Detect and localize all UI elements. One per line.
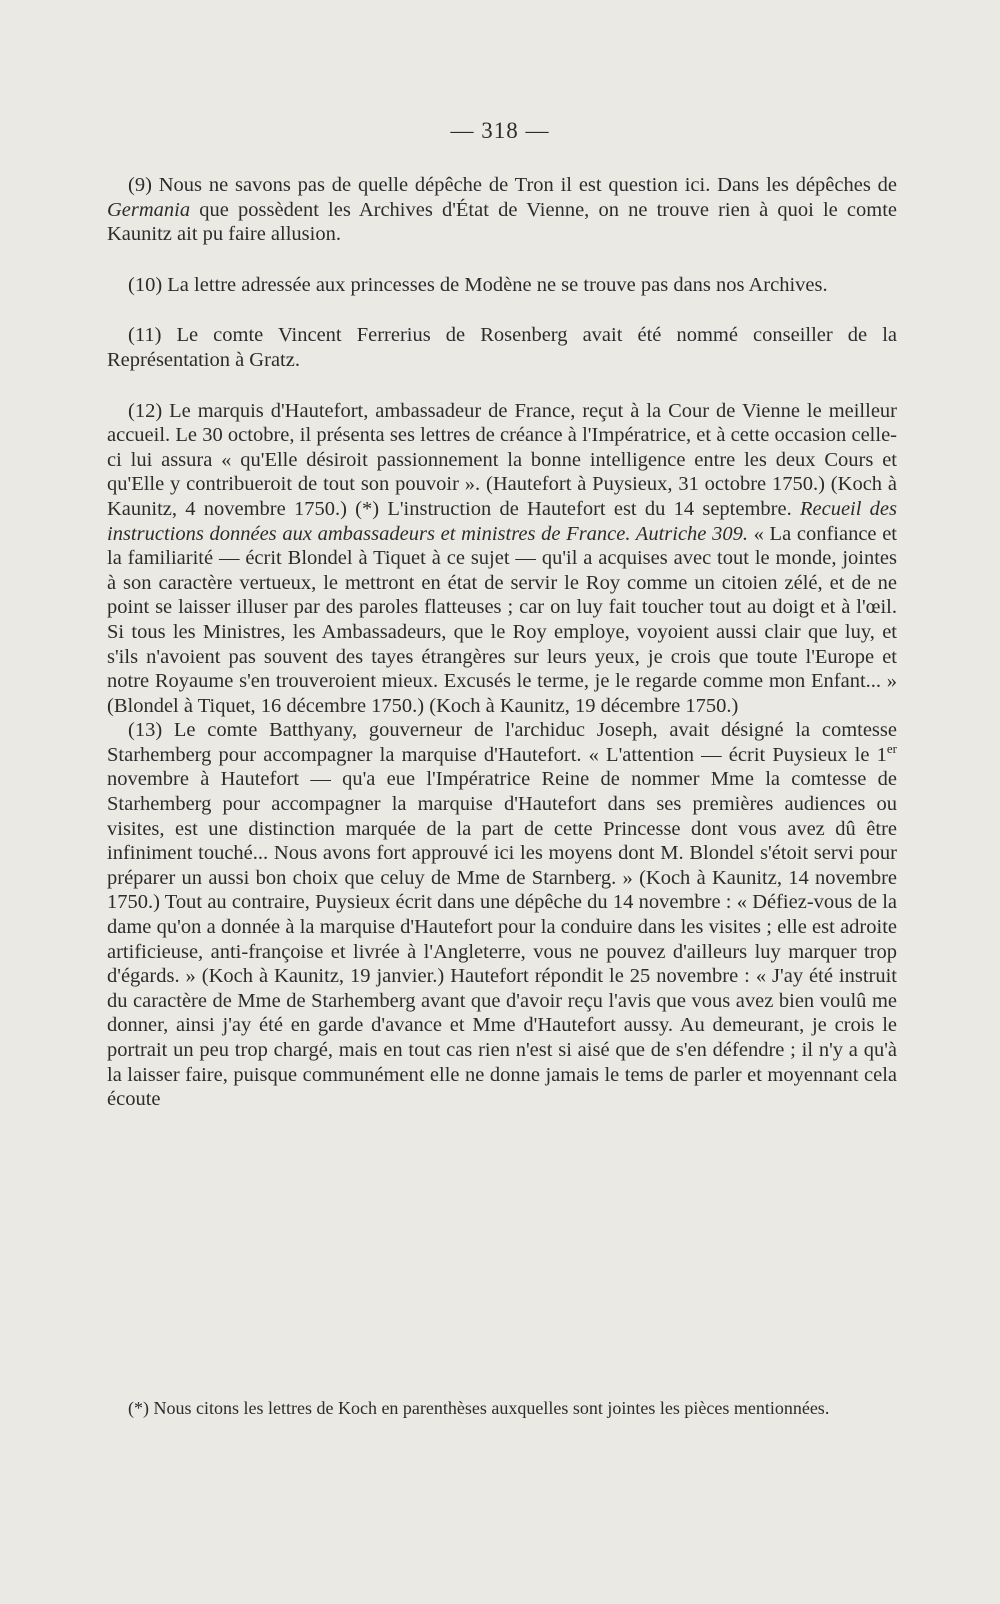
note-11 xyxy=(107,323,897,372)
footnote: (*) Nous citons les lettres de Koch en parenthèses auxquelles sont jointes les pièces mentionnées. xyxy=(128,1398,830,1418)
note-13 xyxy=(107,718,897,1112)
note-text: Le comte Batthyany, gouverneur de l'archiduc Joseph, avait désigné la comtesse Starhemberg pour accompagner la marquise d'Hautefort. « L'attention — écrit Puysieux le 1 xyxy=(107,719,897,766)
note-10 xyxy=(107,273,897,298)
note-number: (13) xyxy=(128,719,163,742)
note-number: (10) xyxy=(128,273,163,296)
page-number: — 318 — xyxy=(450,118,550,143)
note-number: (12) xyxy=(128,399,163,422)
note-text: novembre à Hautefort — qu'a eue l'Impératrice Reine de nommer Mme la comtesse de Starhemberg pour accompagner la marquise d'Hautefort dans ses premières audiences ou visites, est une distinction marquée de la part de cette Princesse dont vous avez dû être infiniment touché... Nous avons fort approuvé ici les moyens dont M. Blondel s'étoit servi pour préparer un aussi bon choix que celuy de Mme de Starnberg. » (Koch à Kaunitz, 14 novembre 1750.) Tout au contraire, Puysieux écrit dans une dépêche du 14 novembre : « Défiez-vous de la dame qu'on a donnée à la marquise d'Hautefort pour la conduire dans les visites ; elle est adroite artificieuse, anti-françoise et livrée à l'Angleterre, vous ne pouvez d'ailleurs luy marquer trop d'égards. » (Koch à Kaunitz, 19 janvier.) Hautefort répondit le 25 novembre : « J'ay été instruit du caractère de Mme de Starhemberg avant que d'avoir reçu l'avis que vous avez bien voulû me donner, ainsi j'ay été en garde d'avance et Mme d'Hautefort aussy. Au demeurant, je crois le portrait un peu trop chargé, mais en tout cas rien n'est si aisé que de s'en défendre ; il n'y a qu'à la laisser faire, puisque communément elle ne donne jamais le tems de parler et moyennant cela écoute xyxy=(107,768,897,1111)
note-9 xyxy=(107,173,897,247)
note-number: (11) xyxy=(128,324,162,347)
notes-body xyxy=(107,173,897,1112)
note-text: « La confiance et la familiarité — écrit Blondel à Tiquet à ce sujet — qu'il a acquises avec tout le monde, jointes à son caractère vertueux, le mettront en état de servir le Roy comme un citoien zélé, et de ne point se laisser illuser par des paroles flatteuses ; car on luy fait toucher tout au doigt et à l'œil. Si tous les Ministres, les Ambassadeurs, que le Roy employe, voyoient aussi clair que luy, et s'ils n'avoient pas souvent des tayes étrangères sur leurs yeux, je crois que toute l'Europe et notre Royaume s'en trouveroient mieux. Excusés le terme, je le regarde comme mon Enfant... » (Blondel à Tiquet, 16 décembre 1750.) (Koch à Kaunitz, 19 décembre 1750.) xyxy=(107,522,897,717)
note-text: Le comte Vincent Ferrerius de Rosenberg avait été nommé conseiller de la Représentation à Gratz. xyxy=(107,324,897,371)
note-text: La lettre adressée aux princesses de Modène ne se trouve pas dans nos Archives. xyxy=(162,273,828,296)
note-text: Nous ne savons pas de quelle dépêche de Tron il est question ici. Dans les dépêches de xyxy=(151,174,897,196)
note-italic-text: Germania xyxy=(107,198,191,221)
note-text: que possèdent les Archives d'État de Vienne, on ne trouve rien à quoi le comte Kaunitz ait pu faire allusion. xyxy=(107,198,897,246)
note-italic-text: Recueil des instructions données aux ambassadeurs et ministres de France. Autriche 309. xyxy=(107,497,897,545)
note-text: Le marquis d'Hautefort, ambassadeur de France, reçut à la Cour de Vienne le meilleur accueil. Le 30 octobre, il présenta ses lettres de créance à l'Impératrice, et à cette occasion celle-ci lui assura « qu'Elle désiroit passionnement la bonne intelligence entre les deux Cours et qu'Elle y contribueroit de tout son pouvoir ». (Hautefort à Puysieux, 31 octobre 1750.) (Koch à Kaunitz, 4 novembre 1750.) (*) L'instruction de Hautefort est du 14 septembre. xyxy=(107,399,897,520)
note-superscript: er xyxy=(886,741,897,757)
note-12 xyxy=(107,399,897,719)
note-number: (9) xyxy=(128,174,152,196)
